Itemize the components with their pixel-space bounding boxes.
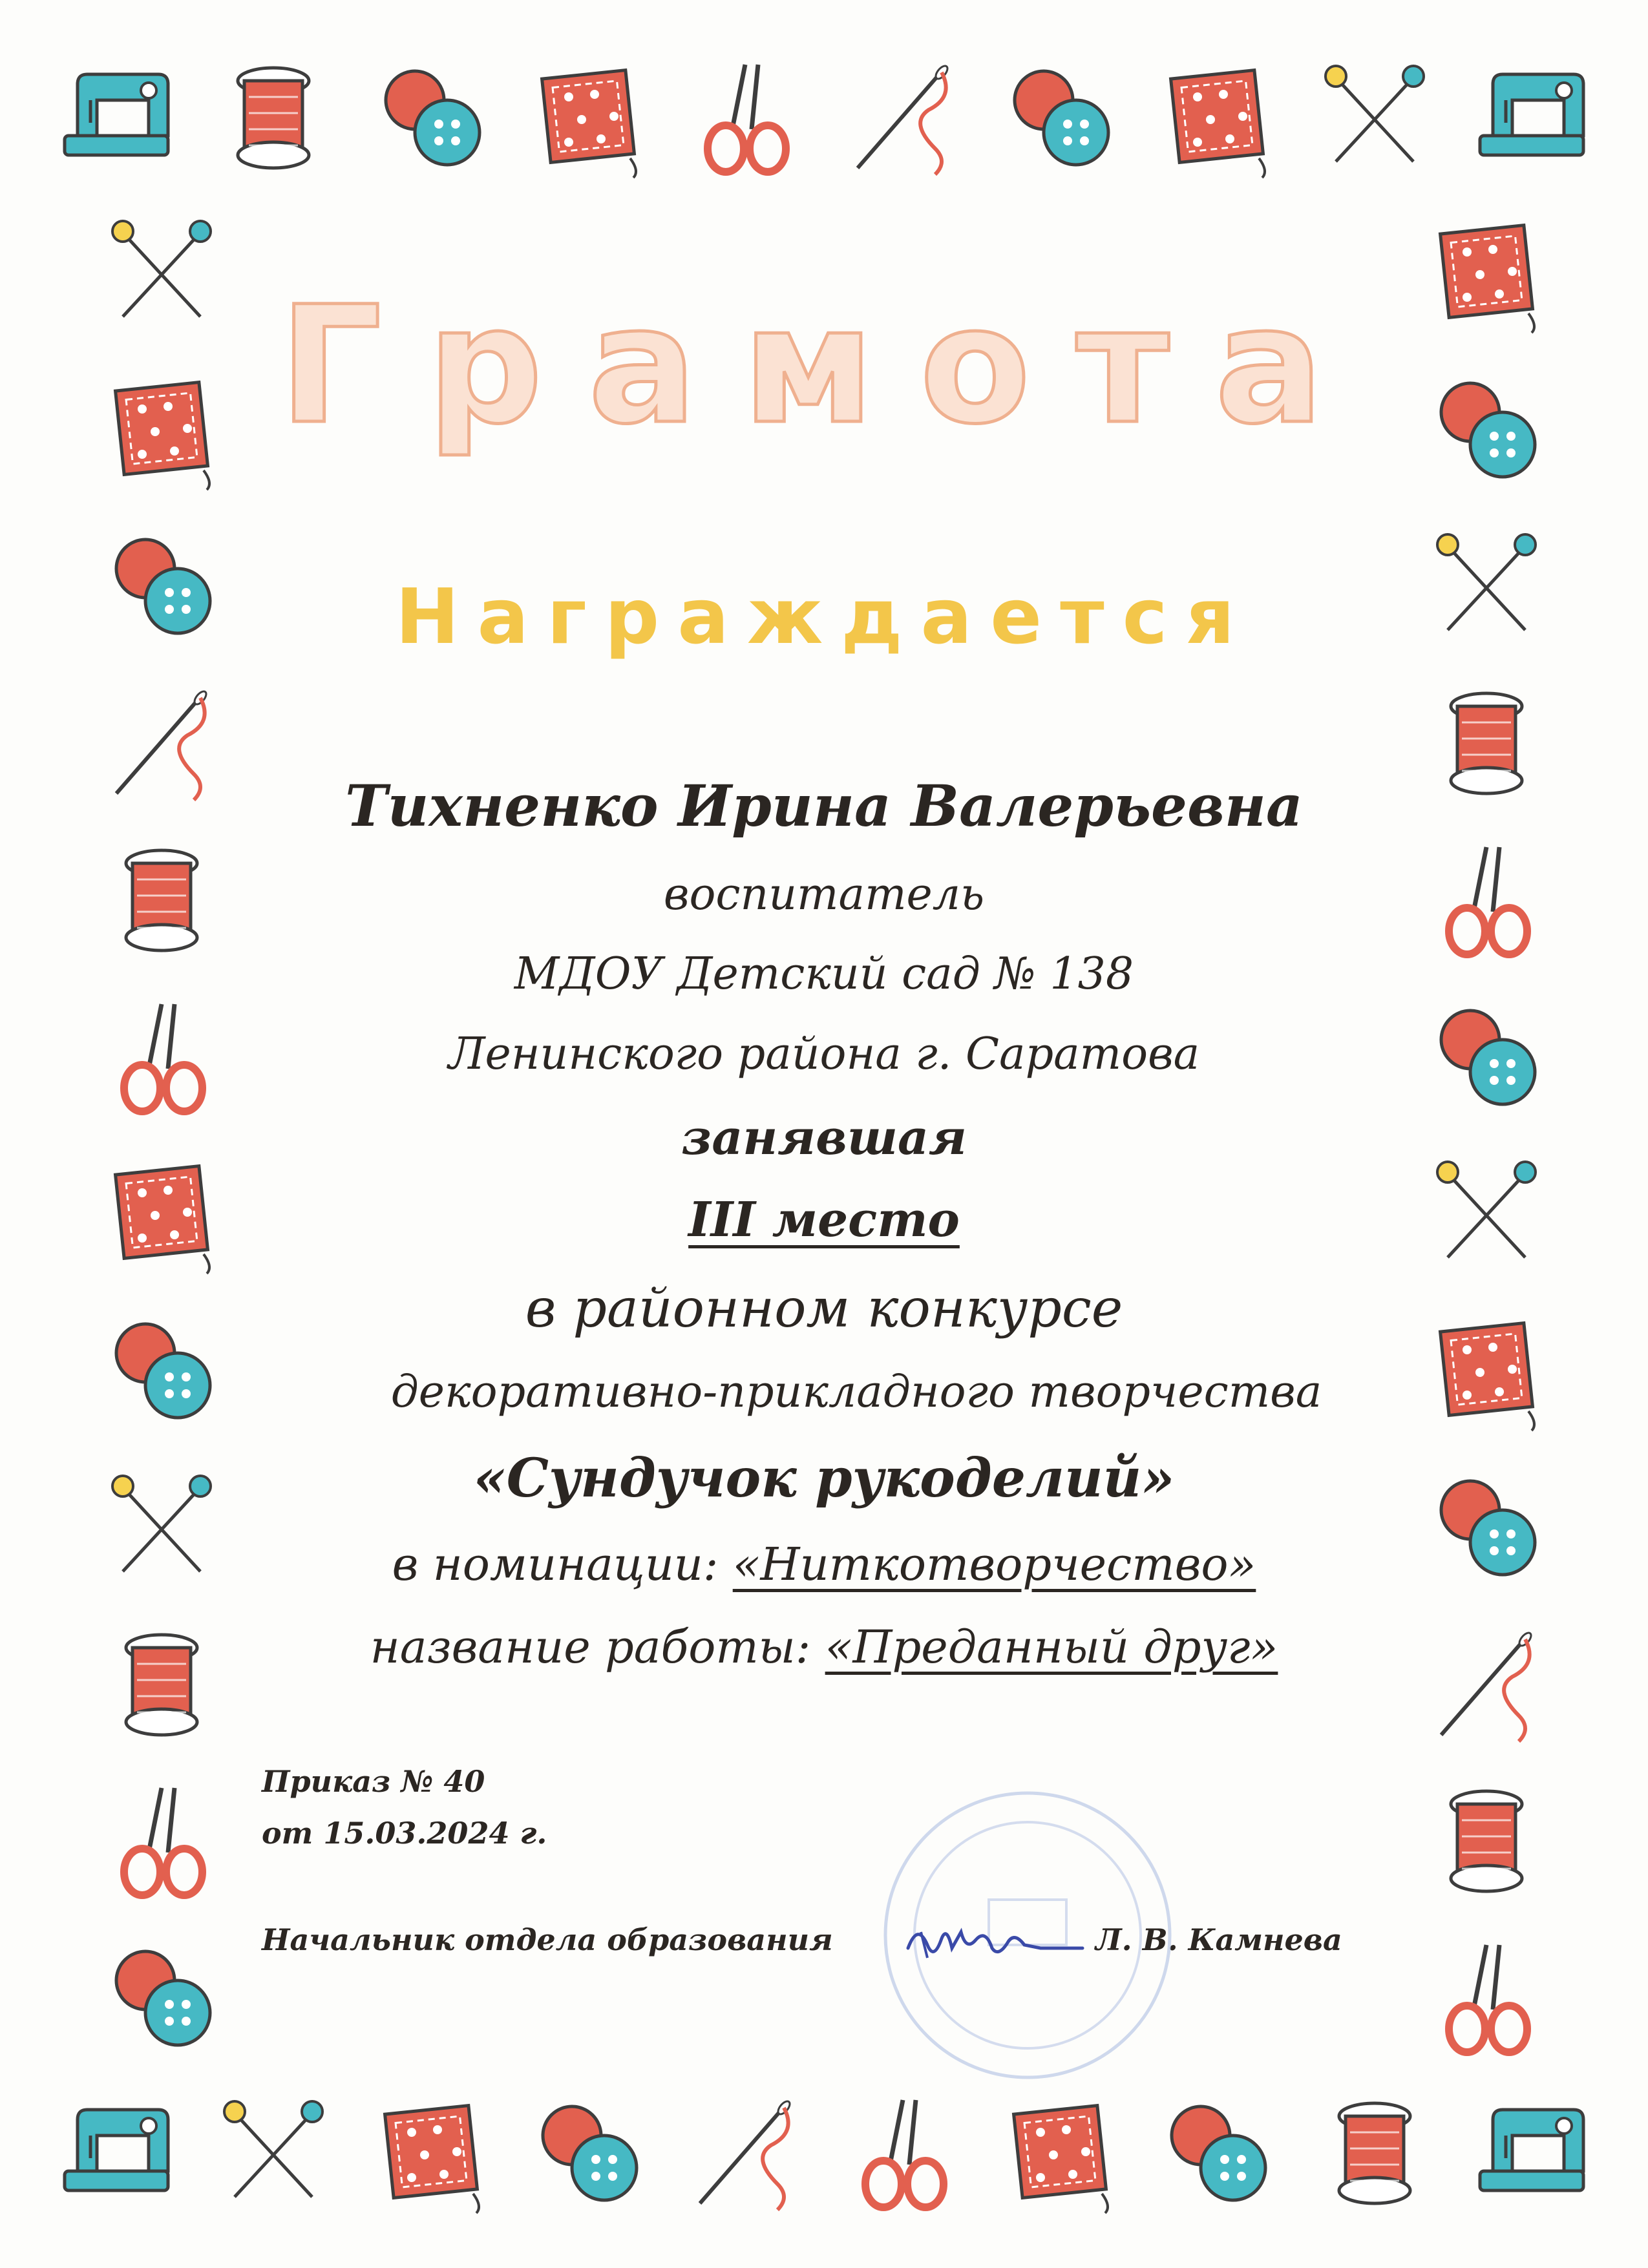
institution-line-1: МДОУ Детский сад № 138 bbox=[514, 949, 1134, 1000]
contest-line-1: в районном конкурсе bbox=[525, 1278, 1123, 1339]
signer-title: Начальник отдела образования bbox=[262, 1922, 833, 1957]
place-label bbox=[0, 1192, 1648, 1248]
scissors-icon bbox=[97, 1775, 226, 1907]
recipient-name: Тихненко Ирина Валерьевна bbox=[345, 772, 1303, 839]
contest-line-2: декоративно-прикладного творчества bbox=[390, 1367, 1322, 1418]
needle-thread-icon bbox=[681, 2087, 810, 2219]
buttons-icon bbox=[523, 2087, 653, 2219]
pins-icon bbox=[209, 2087, 338, 2219]
took-label: занявшая bbox=[681, 1110, 967, 1166]
pins-icon bbox=[1310, 52, 1439, 184]
scissors-icon bbox=[681, 52, 810, 184]
nomination-label: в номинации: bbox=[392, 1538, 719, 1591]
scissors-icon bbox=[1422, 1932, 1551, 2064]
buttons-icon bbox=[995, 52, 1125, 184]
needle-thread-icon bbox=[838, 52, 967, 184]
order-number: Приказ № 40 bbox=[262, 1764, 485, 1799]
sewing-machine-icon bbox=[1467, 52, 1596, 184]
sewing-machine-icon bbox=[52, 2087, 181, 2219]
spool-icon bbox=[1422, 1775, 1551, 1907]
work-line bbox=[0, 1621, 1648, 1674]
buttons-icon bbox=[366, 52, 496, 184]
recipient-position: воспитатель bbox=[663, 869, 985, 920]
spool-icon bbox=[209, 52, 338, 184]
signature bbox=[902, 1913, 1089, 1977]
place-value: III место bbox=[688, 1192, 960, 1248]
work-label: название работы: bbox=[370, 1621, 811, 1674]
certificate-title: Грамота bbox=[279, 271, 1369, 459]
fabric-patch-icon bbox=[1152, 52, 1282, 184]
signer-name: Л. В. Камнева bbox=[1095, 1922, 1342, 1957]
scissors-icon bbox=[838, 2087, 967, 2219]
contest-name: «Сундучок рукоделий» bbox=[473, 1447, 1175, 1509]
order-date: от 15.03.2024 г. bbox=[262, 1816, 547, 1851]
nomination-value: «Ниткотворчество» bbox=[732, 1538, 1256, 1591]
work-value: «Преданный друг» bbox=[825, 1621, 1278, 1674]
fabric-patch-icon bbox=[366, 2087, 496, 2219]
institution-line-2: Ленинского района г. Саратова bbox=[448, 1029, 1200, 1080]
fabric-patch-icon bbox=[523, 52, 653, 184]
buttons-icon bbox=[1152, 2087, 1282, 2219]
spool-icon bbox=[1310, 2087, 1439, 2219]
nomination-line bbox=[0, 1538, 1648, 1591]
fabric-patch-icon bbox=[995, 2087, 1125, 2219]
awarded-heading: Награждается bbox=[395, 572, 1253, 661]
sewing-machine-icon bbox=[1467, 2087, 1596, 2219]
buttons-icon bbox=[97, 1932, 226, 2064]
sewing-machine-icon bbox=[52, 52, 181, 184]
